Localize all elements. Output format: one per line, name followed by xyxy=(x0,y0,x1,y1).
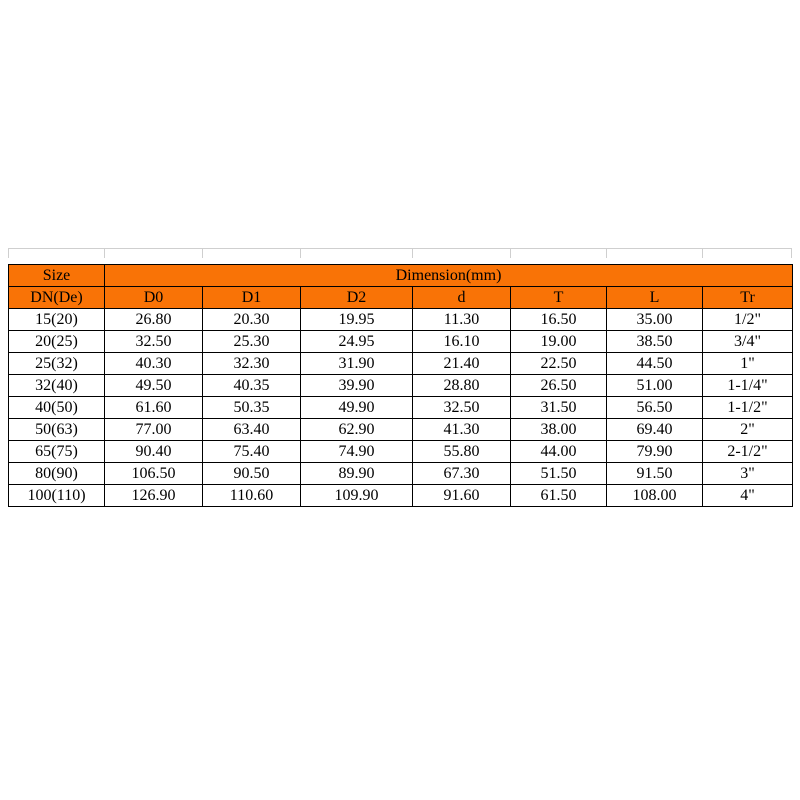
cell-d1: 110.60 xyxy=(203,485,301,507)
table-row xyxy=(9,331,793,353)
header-col-t: T xyxy=(511,287,607,309)
cell-d1: 90.50 xyxy=(203,463,301,485)
table-header-row-1 xyxy=(9,265,793,287)
header-col-d: d xyxy=(413,287,511,309)
table-row xyxy=(9,441,793,463)
cell-size: 100(110) xyxy=(9,485,105,507)
cell-d: 16.10 xyxy=(413,331,511,353)
cell-d2: 109.90 xyxy=(301,485,413,507)
cell-l: 38.50 xyxy=(607,331,703,353)
cut-off-cell xyxy=(202,248,300,258)
cell-size: 15(20) xyxy=(9,309,105,331)
cell-t: 44.00 xyxy=(511,441,607,463)
cell-tr: 1" xyxy=(703,353,793,375)
cell-d0: 40.30 xyxy=(105,353,203,375)
cell-size: 20(25) xyxy=(9,331,105,353)
cell-d0: 61.60 xyxy=(105,397,203,419)
cut-off-cell xyxy=(510,248,606,258)
cell-l: 91.50 xyxy=(607,463,703,485)
table-head xyxy=(9,265,793,309)
cell-tr: 1-1/2" xyxy=(703,397,793,419)
cell-tr: 1-1/4" xyxy=(703,375,793,397)
dimension-table xyxy=(8,264,793,507)
cell-d2: 19.95 xyxy=(301,309,413,331)
cell-d: 55.80 xyxy=(413,441,511,463)
table-row xyxy=(9,463,793,485)
cell-d0: 77.00 xyxy=(105,419,203,441)
cell-d1: 40.35 xyxy=(203,375,301,397)
cell-d1: 75.40 xyxy=(203,441,301,463)
cell-d1: 63.40 xyxy=(203,419,301,441)
cell-d0: 90.40 xyxy=(105,441,203,463)
cell-size: 80(90) xyxy=(9,463,105,485)
cell-tr: 2-1/2" xyxy=(703,441,793,463)
cell-tr: 2" xyxy=(703,419,793,441)
cell-size: 32(40) xyxy=(9,375,105,397)
cell-d0: 49.50 xyxy=(105,375,203,397)
cell-l: 69.40 xyxy=(607,419,703,441)
cut-off-cell xyxy=(104,248,202,258)
cell-tr: 3/4" xyxy=(703,331,793,353)
cell-t: 26.50 xyxy=(511,375,607,397)
header-col-d1: D1 xyxy=(203,287,301,309)
dimension-table-wrapper xyxy=(8,264,792,507)
cut-off-cell xyxy=(8,248,104,258)
header-size: Size xyxy=(9,265,105,287)
cell-t: 51.50 xyxy=(511,463,607,485)
cell-size: 65(75) xyxy=(9,441,105,463)
cell-d0: 106.50 xyxy=(105,463,203,485)
cell-l: 108.00 xyxy=(607,485,703,507)
table-row xyxy=(9,397,793,419)
cell-tr: 1/2" xyxy=(703,309,793,331)
cell-d2: 49.90 xyxy=(301,397,413,419)
table-row xyxy=(9,375,793,397)
cell-t: 38.00 xyxy=(511,419,607,441)
cell-d2: 39.90 xyxy=(301,375,413,397)
cell-size: 40(50) xyxy=(9,397,105,419)
cell-t: 22.50 xyxy=(511,353,607,375)
table-header-row-2 xyxy=(9,287,793,309)
cell-d1: 20.30 xyxy=(203,309,301,331)
cell-t: 31.50 xyxy=(511,397,607,419)
cell-l: 56.50 xyxy=(607,397,703,419)
cell-tr: 4" xyxy=(703,485,793,507)
cell-l: 35.00 xyxy=(607,309,703,331)
cell-size: 50(63) xyxy=(9,419,105,441)
cut-off-cell xyxy=(606,248,702,258)
cell-tr: 3" xyxy=(703,463,793,485)
cell-size: 25(32) xyxy=(9,353,105,375)
cell-d0: 126.90 xyxy=(105,485,203,507)
cut-off-table-row xyxy=(8,248,792,258)
table-body xyxy=(9,309,793,507)
cell-t: 61.50 xyxy=(511,485,607,507)
cell-d2: 74.90 xyxy=(301,441,413,463)
cell-d2: 89.90 xyxy=(301,463,413,485)
cell-d: 32.50 xyxy=(413,397,511,419)
cell-d2: 62.90 xyxy=(301,419,413,441)
header-col-l: L xyxy=(607,287,703,309)
cell-d: 67.30 xyxy=(413,463,511,485)
cell-d1: 25.30 xyxy=(203,331,301,353)
cut-off-cell xyxy=(412,248,510,258)
cut-off-cell xyxy=(702,248,792,258)
cell-d: 91.60 xyxy=(413,485,511,507)
header-col-d0: D0 xyxy=(105,287,203,309)
cell-d2: 24.95 xyxy=(301,331,413,353)
cell-d: 41.30 xyxy=(413,419,511,441)
header-col-tr: Tr xyxy=(703,287,793,309)
table-row xyxy=(9,353,793,375)
header-col-d2: D2 xyxy=(301,287,413,309)
cell-l: 79.90 xyxy=(607,441,703,463)
header-dimension-title: Dimension(mm) xyxy=(105,265,793,287)
cell-d: 28.80 xyxy=(413,375,511,397)
cell-t: 19.00 xyxy=(511,331,607,353)
table-row xyxy=(9,309,793,331)
cell-d0: 26.80 xyxy=(105,309,203,331)
cell-l: 44.50 xyxy=(607,353,703,375)
cell-d0: 32.50 xyxy=(105,331,203,353)
table-row xyxy=(9,485,793,507)
cell-d1: 50.35 xyxy=(203,397,301,419)
header-dn-de: DN(De) xyxy=(9,287,105,309)
cut-off-cell xyxy=(300,248,412,258)
cell-t: 16.50 xyxy=(511,309,607,331)
cell-d: 21.40 xyxy=(413,353,511,375)
cell-d1: 32.30 xyxy=(203,353,301,375)
table-row xyxy=(9,419,793,441)
cell-d: 11.30 xyxy=(413,309,511,331)
cell-d2: 31.90 xyxy=(301,353,413,375)
cell-l: 51.00 xyxy=(607,375,703,397)
